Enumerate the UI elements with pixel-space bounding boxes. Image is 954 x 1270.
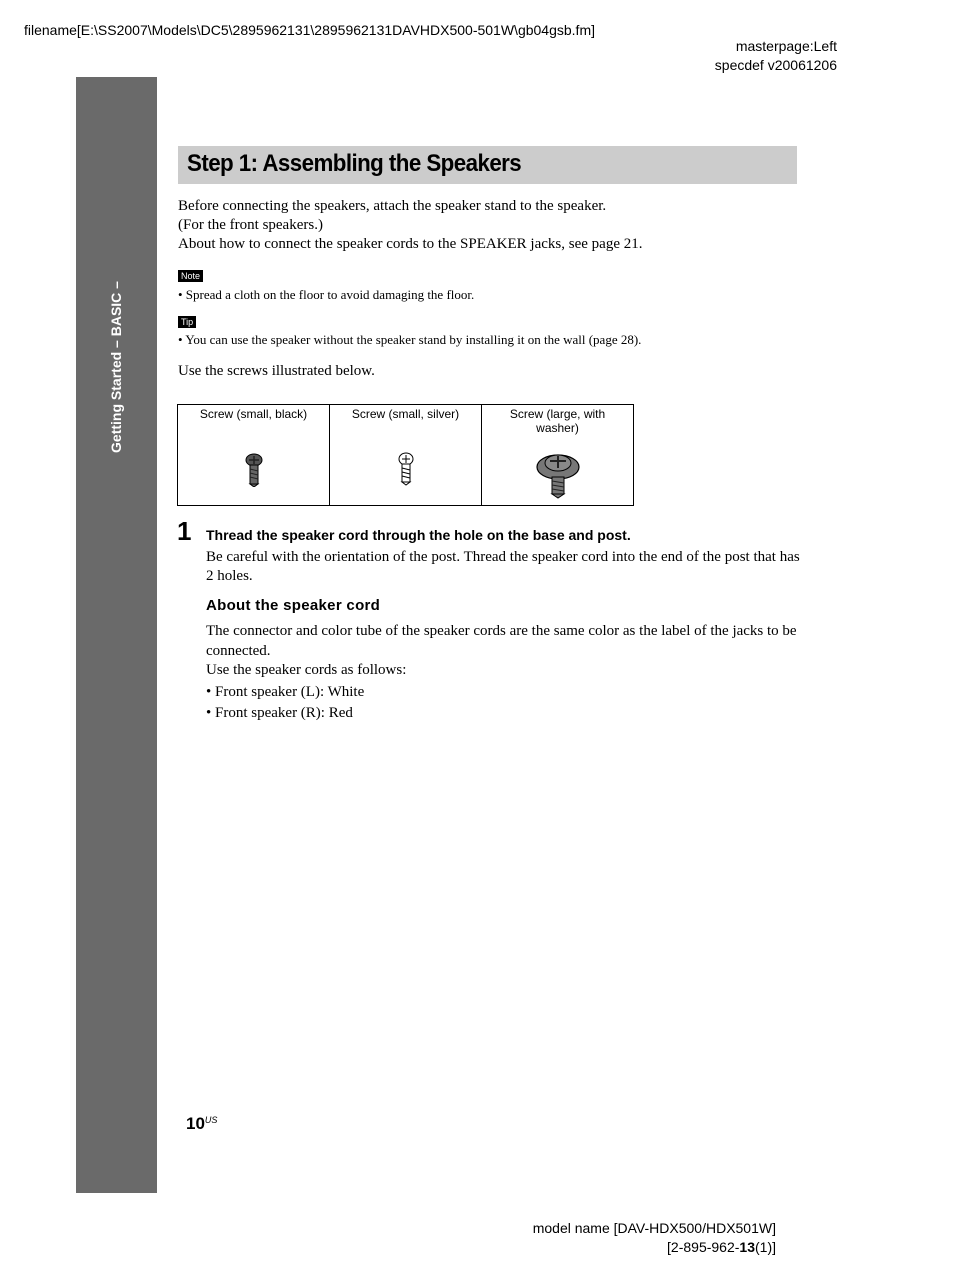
section-sidebar (76, 77, 157, 1193)
speaker-cord-title: About the speaker cord (206, 597, 381, 614)
note-badge: Note (178, 270, 203, 282)
screw-table (177, 404, 634, 506)
footer-code-bold: 13 (739, 1239, 755, 1255)
intro-line-2: (For the front speakers.) (178, 217, 323, 233)
washer-screw-icon (535, 451, 581, 499)
footer (533, 1219, 776, 1257)
specdef-text: specdef v20061206 (714, 57, 837, 73)
sidebar-label: Getting Started – BASIC – (108, 281, 124, 453)
footer-code (533, 1238, 776, 1257)
step-body: Be careful with the orientation of the post. Thread the speaker cord into the end of the post that has 2 holes. (206, 549, 800, 584)
tip-text: • You can use the speaker without the speaker stand by installing it on the wall (page 28). (178, 332, 642, 347)
page-number-value: 10 (186, 1114, 205, 1133)
step-heading: Thread the speaker cord through the hole on the base and post. (206, 527, 631, 543)
page-title: Step 1: Assembling the Speakers (187, 150, 522, 177)
note-text: • Spread a cloth on the floor to avoid damaging the floor. (178, 287, 475, 302)
speaker-cord-line-2: Use the speaker cords as follows: (206, 662, 407, 678)
intro-line-1: Before connecting the speakers, attach the speaker stand to the speaker. (178, 198, 607, 214)
masterpage-text: masterpage:Left (735, 38, 837, 54)
screw-label: Screw (small, black) (199, 407, 308, 421)
intro-line-3: About how to connect the speaker cords to the SPEAKER jacks, see page 21. (178, 236, 643, 252)
step-number: 1 (177, 516, 192, 546)
screw-cell-black (178, 405, 330, 506)
speaker-cord-line-1: The connector and color tube of the speaker cords are the same color as the label of the jacks to be connected. (206, 623, 797, 659)
footer-code-suffix: (1)] (755, 1239, 776, 1255)
tip-badge: Tip (178, 316, 196, 328)
list-item: • Front speaker (R): Red (206, 704, 353, 721)
screw-label: Screw (small, silver) (351, 407, 460, 421)
screws-intro: Use the screws illustrated below. (178, 363, 375, 379)
speaker-cord-body (206, 622, 801, 723)
page-number-suffix: US (204, 1115, 218, 1125)
list-item: • Front speaker (L): White (206, 683, 365, 700)
silver-screw-icon (396, 452, 416, 486)
masterpage-header (715, 37, 837, 75)
black-screw-icon (244, 453, 264, 487)
tip-block (178, 312, 641, 348)
filename-header: filename[E:\SS2007\Models\DC5\2895962131\2895962131DAVHDX500-501W\gb04gsb.fm] (24, 22, 595, 38)
screw-label: Screw (large, with washer) (509, 407, 606, 435)
title-bar (178, 146, 797, 184)
screw-cell-silver (330, 405, 482, 506)
footer-model: model name [DAV-HDX500/HDX501W] (532, 1220, 776, 1236)
page-number (186, 1114, 217, 1134)
note-block (178, 266, 474, 303)
intro-paragraph (178, 197, 798, 254)
screw-cell-washer (482, 405, 634, 506)
footer-code-prefix: [2-895-962- (667, 1239, 740, 1255)
